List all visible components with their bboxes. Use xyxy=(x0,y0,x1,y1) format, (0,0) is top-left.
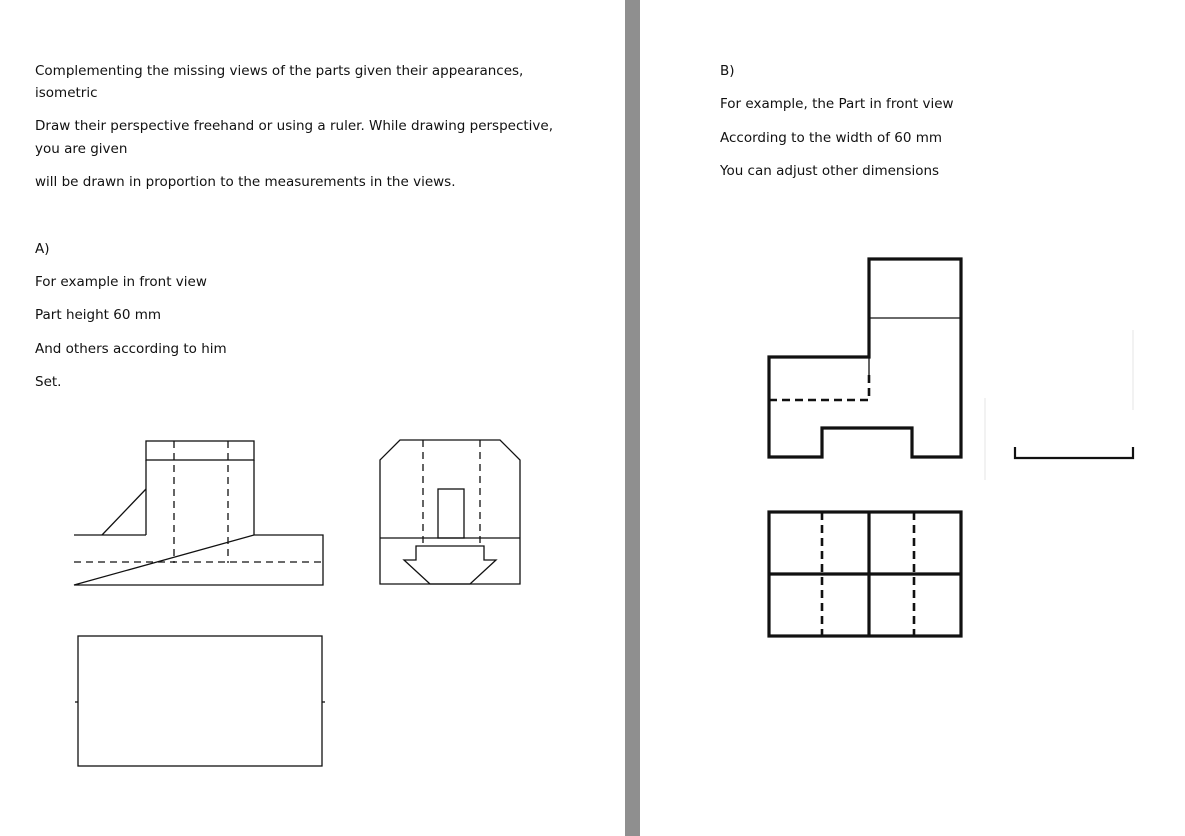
part-b-front-outline xyxy=(769,259,961,457)
section-a-line-4: Set. xyxy=(35,374,62,390)
part-a-side-view xyxy=(380,440,520,584)
part-a-front-view xyxy=(74,441,323,585)
section-a-line-3: And others according to him xyxy=(35,341,227,357)
intro-line-1: Complementing the missing views of the parts given their appearances, xyxy=(35,63,524,79)
intro-line-2: isometric xyxy=(35,85,98,101)
section-b-line-3: You can adjust other dimensions xyxy=(720,163,940,179)
top-view-rectangle xyxy=(78,636,322,766)
section-b-line-2: According to the width of 60 mm xyxy=(720,130,943,146)
part-a-top-view xyxy=(75,636,325,766)
section-a-line-2: Part height 60 mm xyxy=(35,307,162,323)
part-b-side-view xyxy=(1015,447,1133,458)
part-b-side-baseline xyxy=(1015,447,1133,458)
intro-line-4: you are given xyxy=(35,141,128,157)
part-b-front-view xyxy=(769,259,1133,480)
front-view-base xyxy=(74,535,323,585)
front-view-top-cap xyxy=(146,441,254,460)
section-b-line-1: For example, the Part in front view xyxy=(720,96,954,112)
front-view-rib xyxy=(102,489,146,535)
side-view-slot xyxy=(438,489,464,538)
section-a-label: A) xyxy=(35,241,50,257)
side-view-outline xyxy=(380,440,520,584)
part-b-top-view xyxy=(769,512,961,636)
section-a-line-1: For example in front view xyxy=(35,274,207,290)
side-view-dovetail-groove xyxy=(404,546,496,584)
intro-line-3: Draw their perspective freehand or using a ruler. While drawing perspective, xyxy=(35,118,554,134)
section-b-label: B) xyxy=(720,63,735,79)
intro-line-5: will be drawn in proportion to the measurements in the views. xyxy=(35,174,456,190)
